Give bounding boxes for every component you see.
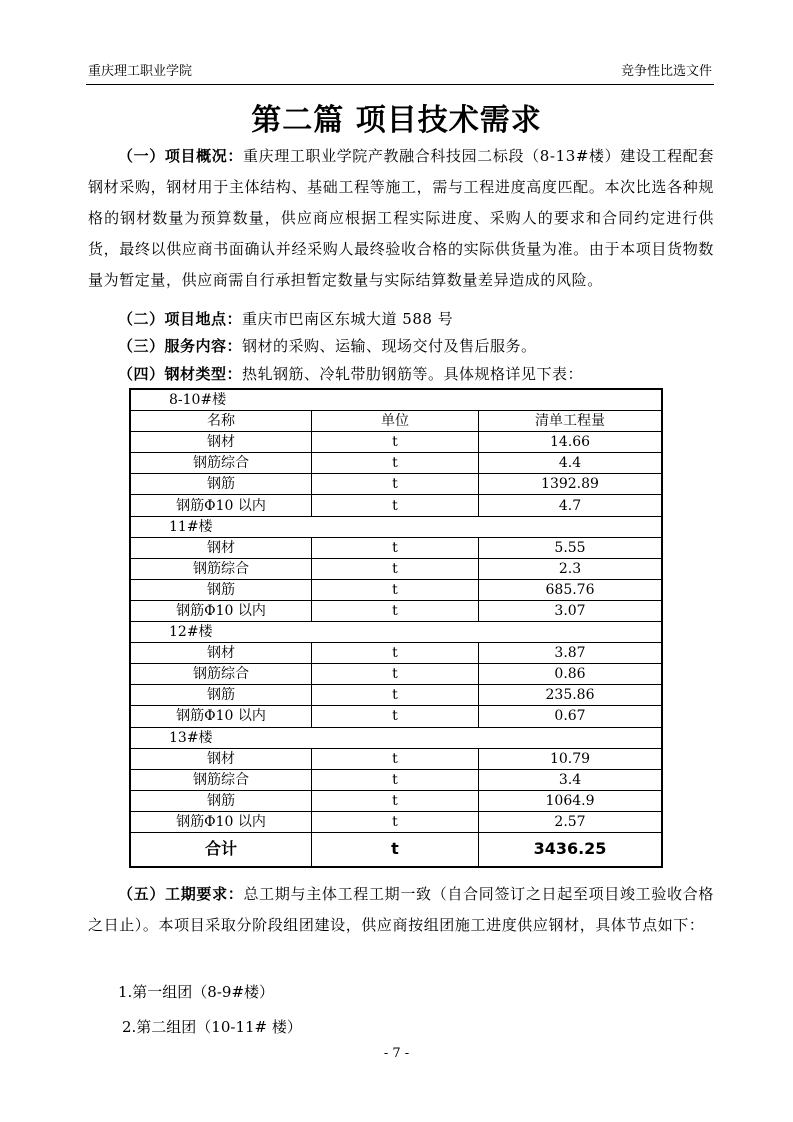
quantity-cell: 3.4 <box>479 769 663 790</box>
unit-cell: t <box>312 748 479 769</box>
table-row <box>130 643 662 664</box>
column-header-row <box>130 411 662 432</box>
table-row <box>130 579 662 600</box>
phase-item: 2.第二组团（10-11# 楼） <box>122 1018 302 1036</box>
table-row <box>130 748 662 769</box>
page-header <box>88 60 712 79</box>
section-schedule <box>88 879 714 941</box>
table-row <box>130 537 662 558</box>
unit-cell: t <box>312 664 479 685</box>
steel-type-label: （四）钢材类型： <box>118 365 243 383</box>
table-row <box>130 769 662 790</box>
group-header-row <box>130 389 662 411</box>
quantity-cell: 4.7 <box>479 495 663 516</box>
unit-cell: t <box>312 495 479 516</box>
unit-cell: t <box>312 790 479 811</box>
table-row <box>130 790 662 811</box>
unit-cell: t <box>312 474 479 495</box>
steel-type-text: 热轧钢筋、冷轧带肋钢筋等。具体规格详见下表： <box>242 365 584 383</box>
quantity-cell: 1064.9 <box>479 790 663 811</box>
quantity-cell: 1392.89 <box>479 474 663 495</box>
total-quantity-cell: 3436.25 <box>479 832 663 867</box>
unit-cell: t <box>312 600 479 621</box>
section-service <box>118 333 537 359</box>
header-document-type: 竞争性比选文件 <box>620 64 712 79</box>
quantity-header: 清单工程量 <box>479 411 663 432</box>
unit-cell: t <box>312 558 479 579</box>
quantity-cell: 2.3 <box>479 558 663 579</box>
unit-cell: t <box>312 537 479 558</box>
item-name-cell: 钢筋 <box>130 579 312 600</box>
page-number: - 7 - <box>383 1046 410 1061</box>
unit-cell: t <box>312 685 479 706</box>
overview-text: 重庆理工职业学院产教融合科技园二标段（8-13#楼）建设工程配套钢材采购，钢材用于主体结构、基础工程等施工，需与工程进度高度匹配。本次比选各种规格的钢材数量为预算数量，供应商应根据工程实际进度、采购人的要求和合同约定进行供货，最终以供应商书面确认并经采购人最终验收合格的实际供货量为准。由于本项目货物数量为暂定量，供应商需自行承担暂定数量与实际结算数量差异造成的风险。 <box>88 147 714 289</box>
item-name-cell: 钢筋综合 <box>130 558 312 579</box>
total-row <box>130 832 662 867</box>
item-name-header: 名称 <box>130 411 312 432</box>
item-name-cell: 钢筋Φ10 以内 <box>130 706 312 727</box>
schedule-text: 总工期与主体工程工期一致（自合同签订之日起至项目竣工验收合格之日止）。本项目采取分阶段组团建设，供应商按组团施工进度供应钢材，具体节点如下： <box>88 885 714 934</box>
phase-item: 1.第一组团（8-9#楼） <box>118 983 275 1001</box>
building-group-label: 8-10#楼 <box>130 389 662 411</box>
steel-spec-table <box>129 388 663 868</box>
quantity-cell: 14.66 <box>479 432 663 453</box>
quantity-cell: 235.86 <box>479 685 663 706</box>
location-label: （二）项目地点： <box>118 310 243 328</box>
quantity-cell: 3.87 <box>479 643 663 664</box>
item-name-cell: 钢筋 <box>130 685 312 706</box>
quantity-cell: 3.07 <box>479 600 663 621</box>
table-row <box>130 453 662 474</box>
service-text: 钢材的采购、运输、现场交付及售后服务。 <box>242 337 537 355</box>
schedule-label: （五）工期要求： <box>118 885 244 903</box>
item-name-cell: 钢筋综合 <box>130 769 312 790</box>
quantity-cell: 0.86 <box>479 664 663 685</box>
unit-cell: t <box>312 706 479 727</box>
item-name-cell: 钢材 <box>130 643 312 664</box>
table-row <box>130 474 662 495</box>
quantity-cell: 4.4 <box>479 453 663 474</box>
table-row <box>130 664 662 685</box>
header-school-name: 重庆理工职业学院 <box>88 64 193 79</box>
section-overview <box>88 141 714 296</box>
item-name-cell: 钢筋综合 <box>130 453 312 474</box>
table-row <box>130 706 662 727</box>
quantity-cell: 2.57 <box>479 811 663 832</box>
table-row <box>130 432 662 453</box>
quantity-cell: 0.67 <box>479 706 663 727</box>
unit-header: 单位 <box>312 411 479 432</box>
quantity-cell: 10.79 <box>479 748 663 769</box>
item-name-cell: 钢筋Φ10 以内 <box>130 495 312 516</box>
table-row <box>130 811 662 832</box>
service-label: （三）服务内容： <box>118 337 243 355</box>
item-name-cell: 钢筋 <box>130 790 312 811</box>
table-row <box>130 495 662 516</box>
total-label-cell: 合计 <box>130 832 312 867</box>
unit-cell: t <box>312 432 479 453</box>
section-steel-type <box>118 361 583 387</box>
item-name-cell: 钢材 <box>130 748 312 769</box>
item-name-cell: 钢筋Φ10 以内 <box>130 600 312 621</box>
item-name-cell: 钢材 <box>130 432 312 453</box>
unit-cell: t <box>312 579 479 600</box>
overview-label: （一）项目概况： <box>118 147 243 165</box>
item-name-cell: 钢筋Φ10 以内 <box>130 811 312 832</box>
quantity-cell: 5.55 <box>479 537 663 558</box>
unit-cell: t <box>312 769 479 790</box>
section-location <box>118 306 453 332</box>
building-group-label: 12#楼 <box>130 622 662 643</box>
page-title: 第二篇 项目技术需求 <box>251 103 542 138</box>
unit-cell: t <box>312 811 479 832</box>
group-header-row <box>130 727 662 748</box>
item-name-cell: 钢筋 <box>130 474 312 495</box>
item-name-cell: 钢材 <box>130 537 312 558</box>
unit-cell: t <box>312 643 479 664</box>
total-unit-cell: t <box>312 832 479 867</box>
quantity-cell: 685.76 <box>479 579 663 600</box>
building-group-label: 13#楼 <box>130 727 662 748</box>
table-row <box>130 558 662 579</box>
table-row <box>130 600 662 621</box>
header-divider <box>86 84 714 85</box>
group-header-row <box>130 622 662 643</box>
table-row <box>130 685 662 706</box>
unit-cell: t <box>312 453 479 474</box>
item-name-cell: 钢筋综合 <box>130 664 312 685</box>
building-group-label: 11#楼 <box>130 516 662 537</box>
group-header-row <box>130 516 662 537</box>
location-text: 重庆市巴南区东城大道 588 号 <box>242 310 454 328</box>
